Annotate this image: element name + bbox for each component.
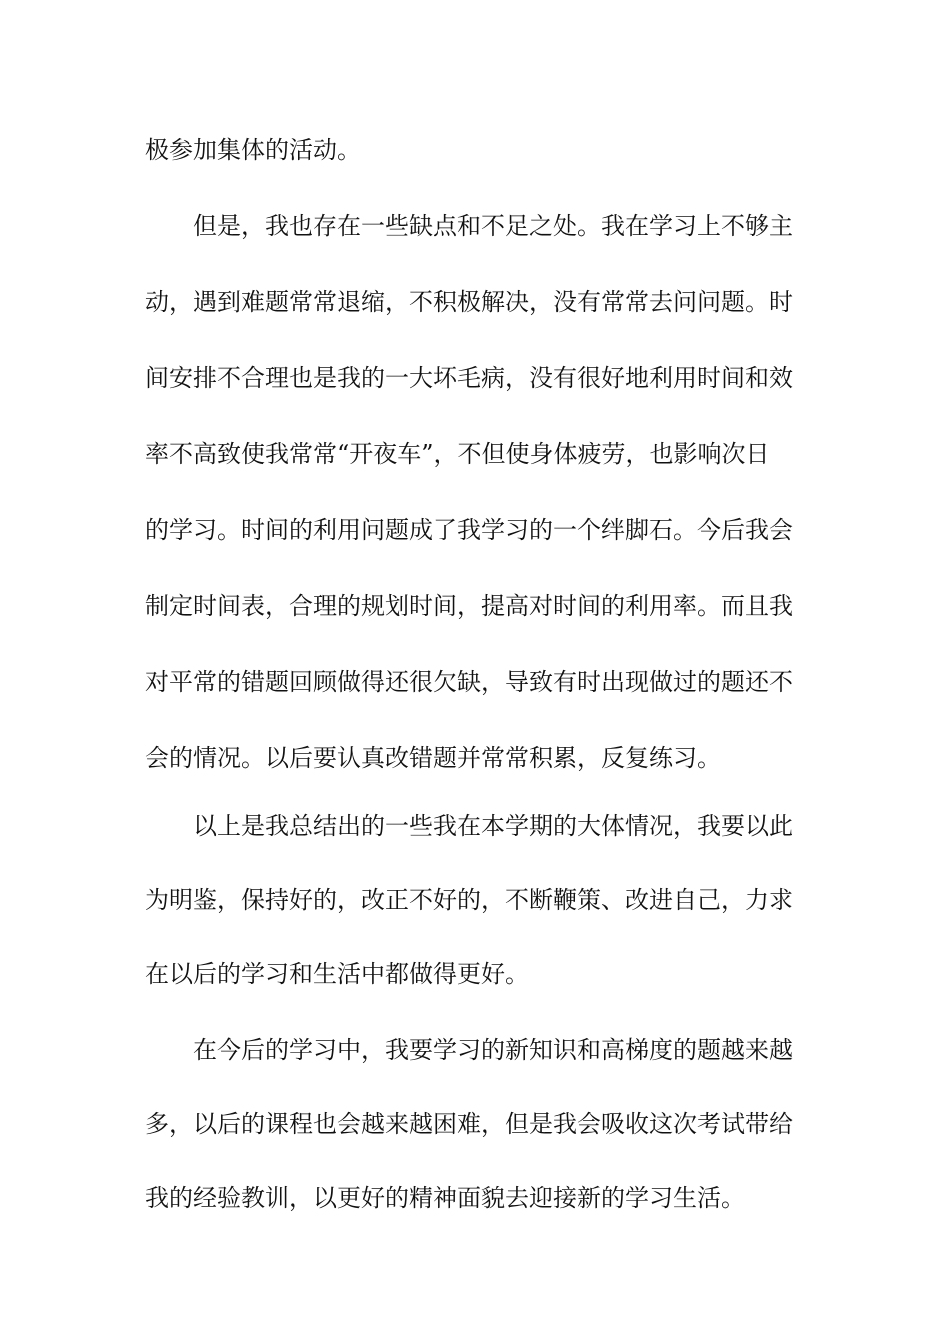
text-line: 率不高致使我常常“开夜车”，不但使身体疲劳，也影响次日 bbox=[145, 440, 770, 468]
text-line: 制定时间表，合理的规划时间，提高对时间的利用率。而且我 bbox=[145, 592, 793, 620]
paragraph-first-line: 以上是我总结出的一些我在本学期的大体情况，我要以此 bbox=[193, 812, 793, 840]
text-line: 对平常的错题回顾做得还很欠缺，导致有时出现做过的题还不 bbox=[145, 668, 793, 696]
text-line: 多，以后的课程也会越来越困难，但是我会吸收这次考试带给 bbox=[145, 1110, 793, 1138]
text-line: 的学习。时间的利用问题成了我学习的一个绊脚石。今后我会 bbox=[145, 516, 793, 544]
text-line: 会的情况。以后要认真改错题并常常积累，反复练习。 bbox=[145, 744, 721, 772]
paragraph-first-line: 但是，我也存在一些缺点和不足之处。我在学习上不够主 bbox=[193, 212, 793, 240]
text-line: 极参加集体的活动。 bbox=[145, 136, 361, 164]
paragraph-first-line: 在今后的学习中，我要学习的新知识和高梯度的题越来越 bbox=[193, 1036, 793, 1064]
text-line: 我的经验教训，以更好的精神面貌去迎接新的学习生活。 bbox=[145, 1184, 745, 1212]
text-line: 动，遇到难题常常退缩，不积极解决，没有常常去问问题。时 bbox=[145, 288, 793, 316]
text-line: 为明鉴，保持好的，改正不好的，不断鞭策、改进自己，力求 bbox=[145, 886, 793, 914]
text-line: 间安排不合理也是我的一大坏毛病，没有很好地利用时间和效 bbox=[145, 364, 793, 392]
text-line: 在以后的学习和生活中都做得更好。 bbox=[145, 960, 529, 988]
